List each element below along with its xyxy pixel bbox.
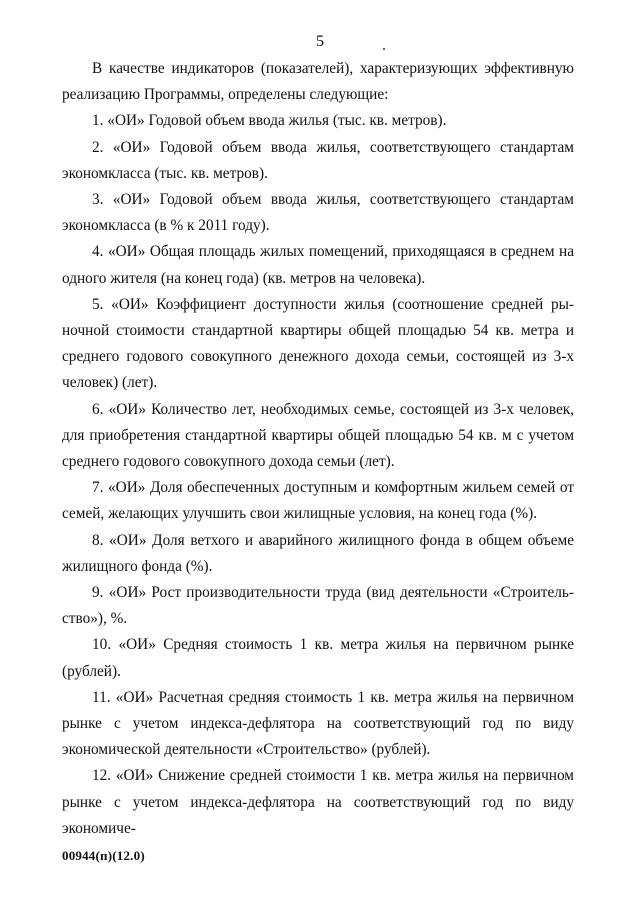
indicator-item-9: 9. «ОИ» Рост производительности труда (вид деятельности «Строительство»), %. xyxy=(62,584,574,628)
document-body xyxy=(62,56,574,842)
indicator-item-8: 8. «ОИ» Доля ветхого и аварийного жилищного фонда в общем объеме жилищного фонда (%). xyxy=(62,531,574,575)
indicator-item-10: 10. «ОИ» Средняя стоимость 1 кв. метра жилья на первичном рынке (рублей). xyxy=(62,636,574,680)
indicator-item-6: 6. «ОИ» Количество лет, необходимых семье, состоящей из 3-х человек, для приобретения стандартной квартиры общей площадью 54 кв. м с учетом среднего годового совокупного дохода семьи (лет). xyxy=(62,400,574,471)
document-code: 00944(п)(12.0) xyxy=(62,848,145,863)
indicator-item-11: 11. «ОИ» Расчетная средняя стоимость 1 кв. метра жилья на первичном рынке с учетом индекса-дефлятора на соответствующий год по виду экономической деятельности «Строительство» (рублей). xyxy=(62,688,574,759)
indicator-item-7: 7. «ОИ» Доля обеспеченных доступным и комфортным жильем семей от семей, желающих улучшить свои жилищные условия, на конец года (%). xyxy=(62,479,574,523)
indicator-item-3: 3. «ОИ» Годовой объем ввода жилья, соответствующего стандартам экономкласса (в % к 2011 году). xyxy=(62,191,574,235)
indicator-item-4: 4. «ОИ» Общая площадь жилых помещений, приходящаяся в среднем на одного жителя (на конец года) (кв. метров на человека). xyxy=(62,243,574,287)
indicator-item-5: 5. «ОИ» Коэффициент доступности жилья (соотношение средней рыночной стоимости стандартной квартиры общей площадью 54 кв. метра и среднего годового совокупного денежного дохода семьи, состоящей из 3-х человек) (лет). xyxy=(62,295,574,392)
scan-speck xyxy=(383,48,385,50)
page-number: 5 xyxy=(316,33,324,50)
indicator-item-1: 1. «ОИ» Годовой объем ввода жилья (тыс. кв. метров). xyxy=(92,112,447,130)
indicator-item-2: 2. «ОИ» Годовой объем ввода жилья, соответствующего стандартам экономкласса (тыс. кв. метров). xyxy=(62,138,574,182)
indicator-item-12: 12. «ОИ» Снижение средней стоимости 1 кв. метра жилья на первичном рынке с учетом индекса-дефлятора на соответствующий год по виду экономиче- xyxy=(62,767,574,837)
intro-paragraph: В качестве индикаторов (показателей), характеризующих эффективную реализацию Программы, определены следующие: xyxy=(62,60,574,104)
